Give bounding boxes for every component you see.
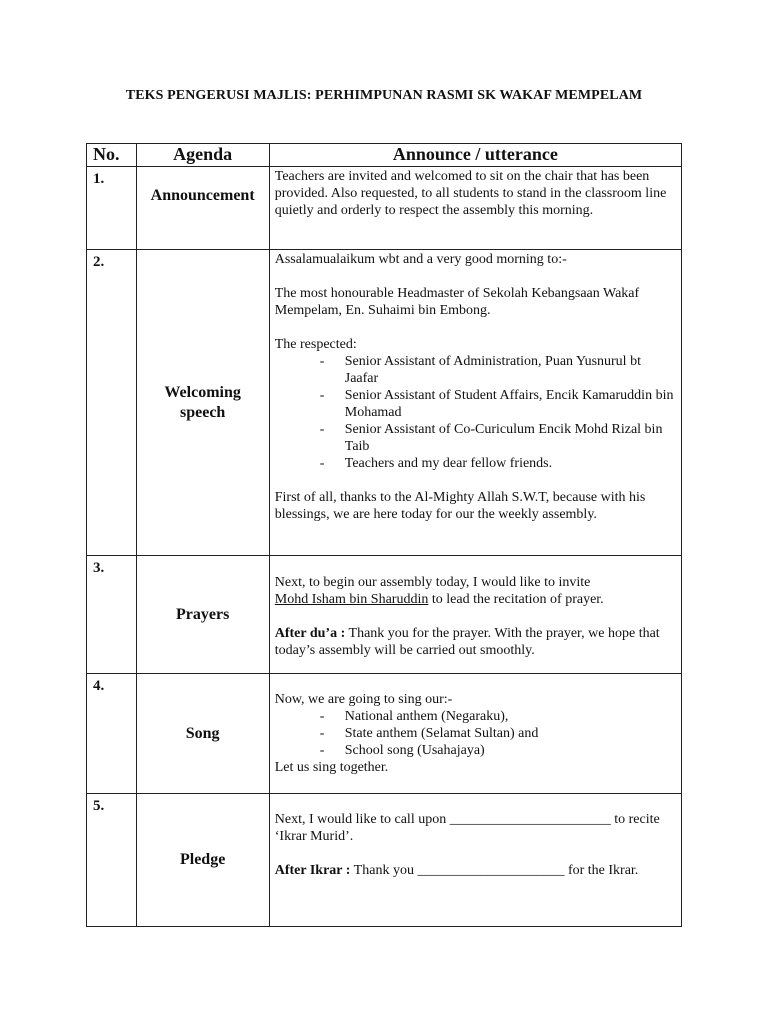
table-row (87, 250, 682, 556)
header-agenda: Agenda (136, 144, 269, 167)
headmaster-text: The most honourable Headmaster of Sekolah Kebangsaan Wakaf Mempelam, En. Suhaimi bin Embong. (274, 286, 640, 318)
agenda-cell (136, 556, 269, 674)
after-dua-label: After du’a : (274, 626, 346, 641)
list-item: - Senior Assistant of Student Affairs, Encik Kamaruddin bin Mohamad (320, 387, 677, 421)
agenda-cell (136, 794, 269, 927)
table-row (87, 674, 682, 794)
song-closing: Let us sing together. (274, 760, 389, 775)
after-ikrar-label: After Ikrar : (274, 863, 351, 878)
list-item: - Teachers and my dear fellow friends. (320, 455, 677, 472)
prayer-leader-name: Mohd Isham bin Sharuddin (274, 592, 429, 607)
header-announce: Announce / utterance (269, 144, 681, 167)
agenda-label: Song (185, 724, 220, 742)
agenda-cell (136, 250, 269, 556)
respected-label: The respected: (274, 337, 357, 352)
list-item: - National anthem (Negaraku), (320, 708, 677, 725)
announce-cell (269, 167, 681, 250)
table-row (87, 556, 682, 674)
prayer-intro: Next, to begin our assembly today, I would like to invite (274, 575, 591, 590)
announce-cell (269, 794, 681, 927)
prayer-intro-tail: to lead the recitation of prayer. (428, 592, 604, 607)
greeting-text: Assalamualaikum wbt and a very good morning to:- (274, 252, 567, 267)
agenda-label: Prayers (175, 605, 230, 623)
document-title: TEKS PENGERUSI MAJLIS: PERHIMPUNAN RASMI SK WAKAF MEMPELAM (125, 88, 643, 103)
row-number: 5. (87, 794, 137, 927)
announce-cell (269, 674, 681, 794)
agenda-label: Welcoming (164, 383, 241, 401)
announce-cell (269, 556, 681, 674)
agenda-label: Pledge (179, 851, 226, 868)
row-number: 3. (87, 556, 137, 674)
list-item: - School song (Usahajaya) (320, 742, 677, 759)
after-dua-text: Thank you for the prayer. With the prayer, we hope that today’s assembly will be carried out smoothly. (274, 626, 660, 658)
prayer-invite (275, 591, 677, 608)
table-row (87, 167, 682, 250)
agenda-cell (136, 167, 269, 250)
row-number: 2. (87, 250, 137, 556)
header-no: No. (87, 144, 137, 167)
thanks-text: First of all, thanks to the Al-Mighty Allah S.W.T, because with his blessings, we are here today for our the weekly assembly. (274, 490, 646, 522)
pledge-call-text: Next, I would like to call upon _______________________ to recite ‘Ikrar Murid’. (274, 812, 660, 844)
assembly-agenda-table (86, 143, 682, 927)
list-item: - Senior Assistant of Co-Curiculum Encik Mohd Rizal bin Taib (320, 421, 677, 455)
agenda-cell (136, 674, 269, 794)
list-item: - Senior Assistant of Administration, Puan Yusnurul bt Jaafar (320, 353, 677, 387)
list-item: - State anthem (Selamat Sultan) and (320, 725, 677, 742)
song-intro: Now, we are going to sing our:- (274, 692, 453, 707)
song-list (275, 708, 677, 759)
row-number: 1. (87, 167, 137, 250)
table-header-row (87, 144, 682, 167)
after-ikrar-text-body: Thank you _____________________ for the Ikrar. (350, 863, 639, 878)
agenda-label: speech (179, 403, 226, 421)
row-number: 4. (87, 674, 137, 794)
announce-cell (269, 250, 681, 556)
respected-list (275, 353, 677, 472)
after-ikrar-text (275, 862, 677, 879)
table-row (87, 794, 682, 927)
announcement-text: Teachers are invited and welcomed to sit on the chair that has been provided. Also requested, to all students to stand in the classroom line quietly and orderly to respect the assembly this morning. (274, 169, 667, 218)
after-prayer-text (275, 625, 677, 659)
agenda-label: Announcement (150, 187, 255, 204)
